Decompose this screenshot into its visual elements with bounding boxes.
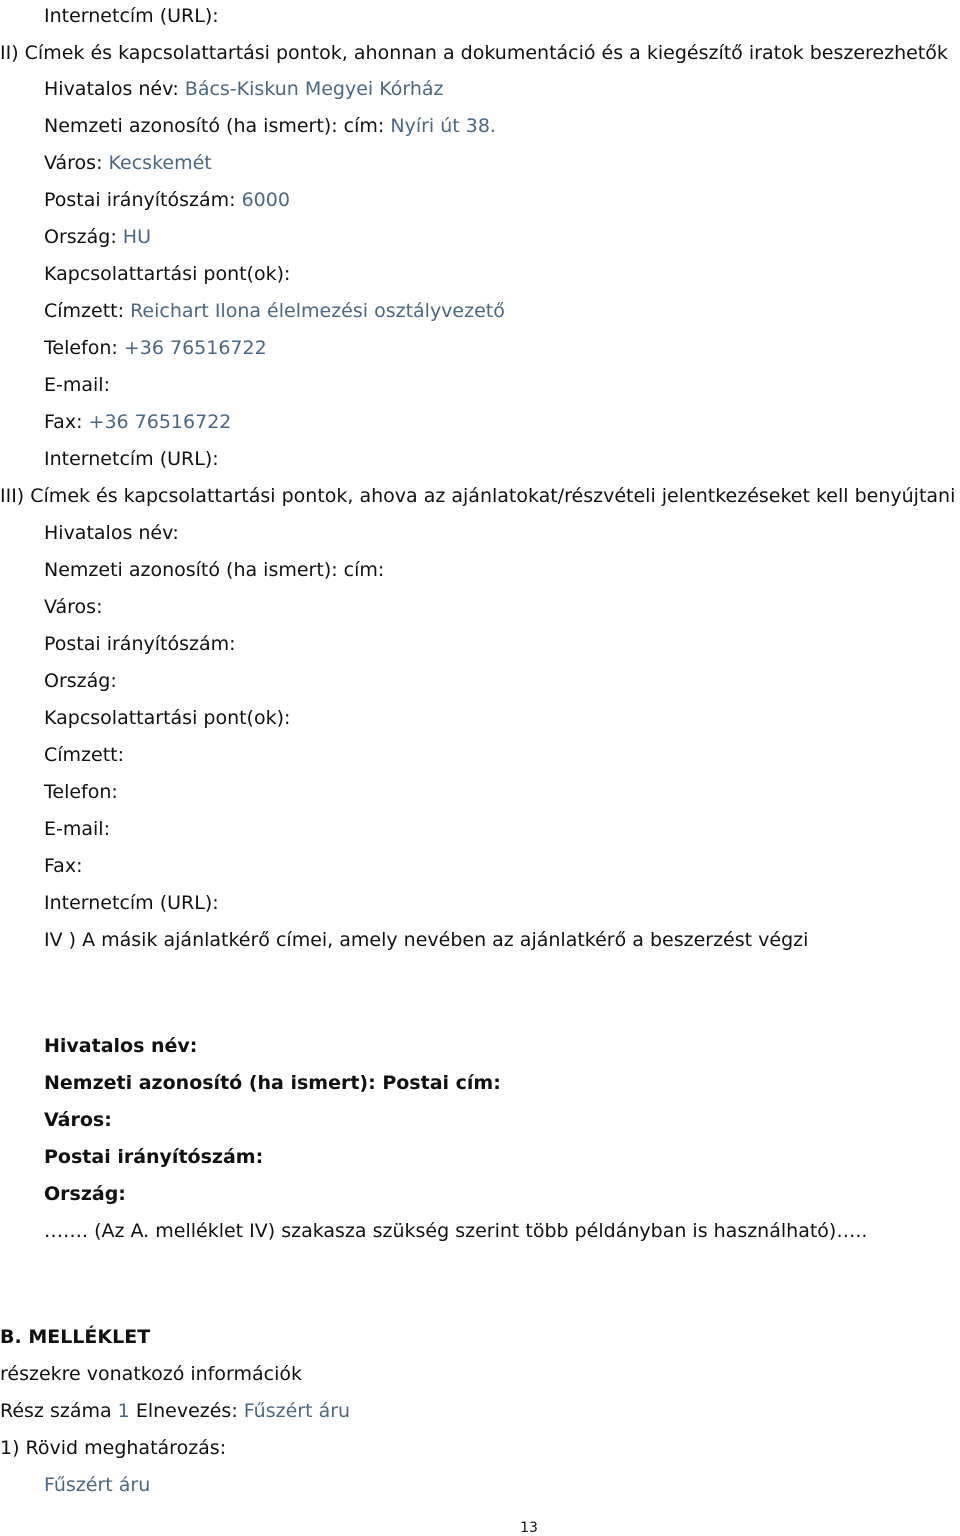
sec2-recipient-value: Reichart Ilona élelmezési osztályvezető: [130, 300, 505, 322]
sec2-recipient: Címzett: Reichart Ilona élelmezési osztályvezető: [44, 300, 505, 322]
sec2-city: Város: Kecskemét: [44, 152, 212, 174]
sec3-postal-code: Postai irányítószám:: [44, 633, 236, 655]
sec2-official-name: Hivatalos név: Bács-Kiskun Megyei Kórház: [44, 78, 444, 100]
sec4-postal-code: Postai irányítószám:: [44, 1146, 264, 1168]
url-label-top: Internetcím (URL):: [44, 5, 219, 27]
sec2-official-name-value: Bács-Kiskun Megyei Kórház: [184, 78, 444, 100]
sec3-url: Internetcím (URL):: [44, 892, 219, 914]
part-name-value: Fűszért áru: [243, 1400, 351, 1422]
sec2-phone-value: +36 76516722: [123, 337, 267, 359]
annex-b-title: B. MELLÉKLET: [0, 1326, 151, 1348]
sec2-city-value: Kecskemét: [108, 152, 212, 174]
sec2-address-value: Nyíri út 38.: [390, 115, 496, 137]
part-number-line: Rész száma 1 Elnevezés: Fűszért áru: [0, 1400, 351, 1422]
sec3-fax: Fax:: [44, 855, 83, 877]
sec3-contact-points: Kapcsolattartási pont(ok):: [44, 707, 291, 729]
sec3-email: E-mail:: [44, 818, 110, 840]
sec3-city: Város:: [44, 596, 103, 618]
annex-b-subtitle: részekre vonatkozó információk: [0, 1363, 302, 1385]
sec2-fax: Fax: +36 76516722: [44, 411, 232, 433]
sec2-contact-points: Kapcsolattartási pont(ok):: [44, 263, 291, 285]
short-description-value: Fűszért áru: [44, 1474, 151, 1496]
section-4-heading: IV ) A másik ajánlatkérő címei, amely nevében az ajánlatkérő a beszerzést végzi: [44, 929, 809, 951]
sec4-note: ……. (Az A. melléklet IV) szakasza szükség szerint több példányban is használható)…..: [44, 1220, 868, 1242]
section-2-heading: II) Címek és kapcsolattartási pontok, ahonnan a dokumentáció és a kiegészítő iratok beszerezhetők: [0, 42, 948, 64]
sec2-postal-code: Postai irányítószám: 6000: [44, 189, 290, 211]
sec4-national-id: Nemzeti azonosító (ha ismert): Postai cím:: [44, 1072, 501, 1094]
sec3-recipient: Címzett:: [44, 744, 125, 766]
short-description-label: 1) Rövid meghatározás:: [0, 1437, 227, 1459]
sec4-city: Város:: [44, 1109, 112, 1131]
sec2-url: Internetcím (URL):: [44, 448, 219, 470]
sec3-country: Ország:: [44, 670, 117, 692]
sec3-phone: Telefon:: [44, 781, 118, 803]
sec3-national-id: Nemzeti azonosító (ha ismert): cím:: [44, 559, 385, 581]
sec2-fax-value: +36 76516722: [88, 411, 232, 433]
sec3-official-name: Hivatalos név:: [44, 522, 179, 544]
sec4-country: Ország:: [44, 1183, 126, 1205]
part-number-value: 1: [117, 1400, 130, 1422]
sec2-postal-code-value: 6000: [241, 189, 290, 211]
sec2-country: Ország: HU: [44, 226, 151, 248]
sec2-email: E-mail:: [44, 374, 110, 396]
sec4-official-name: Hivatalos név:: [44, 1035, 198, 1057]
page-number: 13: [520, 1520, 538, 1536]
section-3-heading: III) Címek és kapcsolattartási pontok, ahova az ajánlatokat/részvételi jelentkezéseket kell benyújtani: [0, 485, 956, 507]
sec2-country-value: HU: [122, 226, 151, 248]
sec2-phone: Telefon: +36 76516722: [44, 337, 267, 359]
sec2-national-id: Nemzeti azonosító (ha ismert): cím: Nyíri út 38.: [44, 115, 496, 137]
